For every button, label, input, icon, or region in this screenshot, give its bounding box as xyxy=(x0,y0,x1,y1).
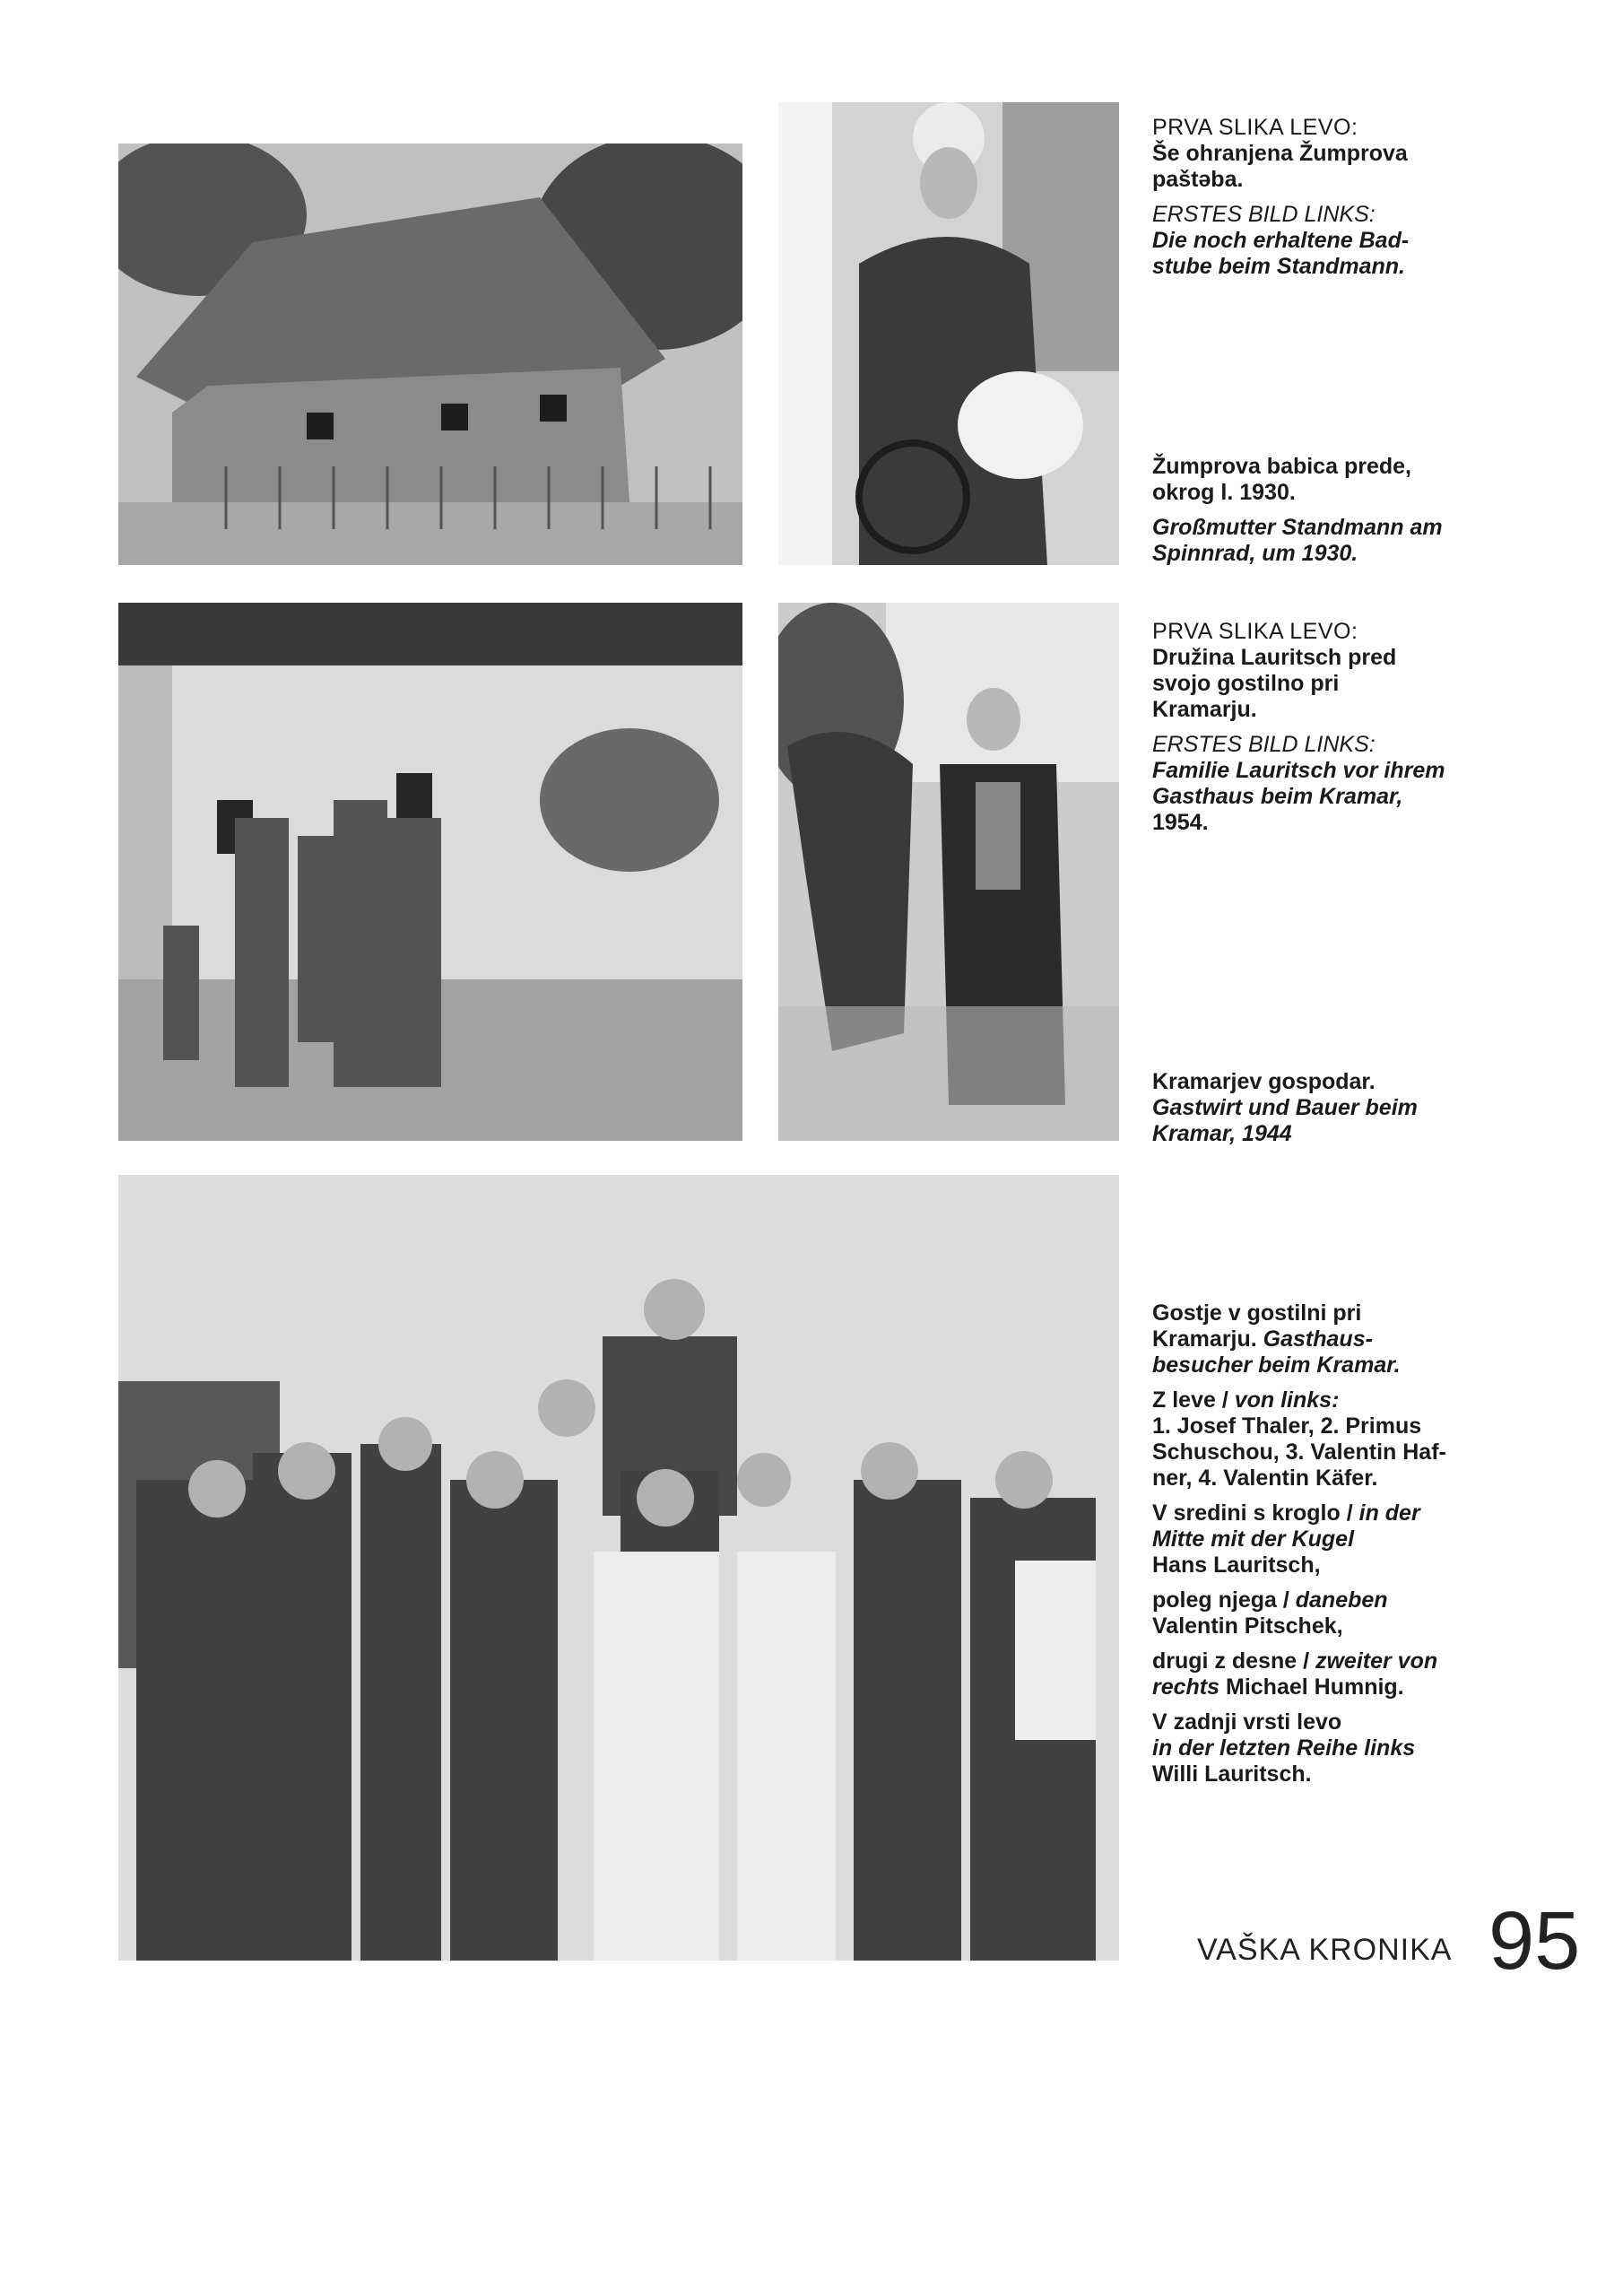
caption-text-sl: Kramarjev gospodar. xyxy=(1152,1069,1376,1094)
caption-middle-sl: V sredini s kroglo / xyxy=(1152,1500,1353,1526)
caption-text-sl: Družina Lauritsch pred svojo gostilno pri Kramarju. xyxy=(1152,645,1397,722)
page-number: 95 xyxy=(1488,1895,1581,1987)
caption-year: 1954. xyxy=(1152,810,1209,835)
caption-left-sl: Z leve / xyxy=(1152,1387,1228,1413)
caption-second-name: Michael Humnig. xyxy=(1226,1674,1404,1700)
caption-photo4 xyxy=(1152,1069,1448,1156)
caption-beside-name: Valentin Pitschek, xyxy=(1152,1613,1343,1639)
caption-heading-de: ERSTES BILD LINKS: xyxy=(1152,202,1376,227)
caption-photo5 xyxy=(1152,1300,1448,1796)
caption-text-sl: Še ohranjena Žumprova paštəba. xyxy=(1152,141,1408,192)
caption-heading-sl: PRVA SLIKA LEVO: xyxy=(1152,115,1358,140)
caption-text-de: Familie Lauritsch vor ihrem Gasthaus beim Kramar, xyxy=(1152,758,1445,809)
photo-inn-guests xyxy=(118,1175,1119,1961)
caption-text-de: Großmutter Standmann am Spinnrad, um 1930. xyxy=(1152,515,1443,566)
caption-back-name: Willi Lauritsch. xyxy=(1152,1761,1312,1787)
caption-photo2 xyxy=(1152,454,1448,576)
caption-intro-sl: Gostje v gostilni pri Kramarju. xyxy=(1152,1300,1362,1352)
caption-photo1 xyxy=(1152,115,1448,289)
caption-photo3 xyxy=(1152,619,1448,845)
caption-second-de: zweiter von rechts xyxy=(1152,1648,1438,1700)
caption-second-sl: drugi z desne / xyxy=(1152,1648,1310,1674)
caption-middle-name: Hans Lauritsch, xyxy=(1152,1552,1321,1578)
caption-back-sl: V zadnji vrsti levo xyxy=(1152,1709,1342,1735)
caption-names: 1. Josef Thaler, 2. Primus Schuschou, 3. Valentin Haf-ner, 4. Valentin Käfer. xyxy=(1152,1413,1446,1491)
log-house-drawing xyxy=(118,144,742,565)
caption-beside-de: daneben xyxy=(1295,1587,1388,1613)
inn-guests-drawing xyxy=(118,1175,1119,1961)
caption-text-de: Die noch erhaltene Bad-stube beim Standmann. xyxy=(1152,228,1410,279)
caption-left-de: von links: xyxy=(1234,1387,1340,1413)
caption-text-sl: Žumprova babica prede, okrog l. 1930. xyxy=(1152,454,1411,505)
photo-log-house xyxy=(118,144,742,565)
photo-family-inn xyxy=(118,603,742,1141)
innkeeper-horse-drawing xyxy=(778,603,1119,1141)
running-footer: VAŠKA KRONIKA xyxy=(1197,1933,1453,1967)
caption-back-de: in der letzten Reihe links xyxy=(1152,1735,1416,1761)
caption-intro-de: Gasthaus-besucher beim Kramar. xyxy=(1152,1326,1401,1378)
photo-innkeeper-horse xyxy=(778,603,1119,1141)
caption-heading-de: ERSTES BILD LINKS: xyxy=(1152,732,1376,757)
photo-spinning-wheel xyxy=(778,102,1119,565)
caption-beside-sl: poleg njega / xyxy=(1152,1587,1289,1613)
caption-middle-de: in der Mitte mit der Kugel xyxy=(1152,1500,1420,1552)
spinning-wheel-drawing xyxy=(778,102,1119,565)
caption-heading-sl: PRVA SLIKA LEVO: xyxy=(1152,619,1358,644)
family-inn-drawing xyxy=(118,603,742,1141)
caption-text-de: Gastwirt und Bauer beim Kramar, 1944 xyxy=(1152,1095,1418,1146)
